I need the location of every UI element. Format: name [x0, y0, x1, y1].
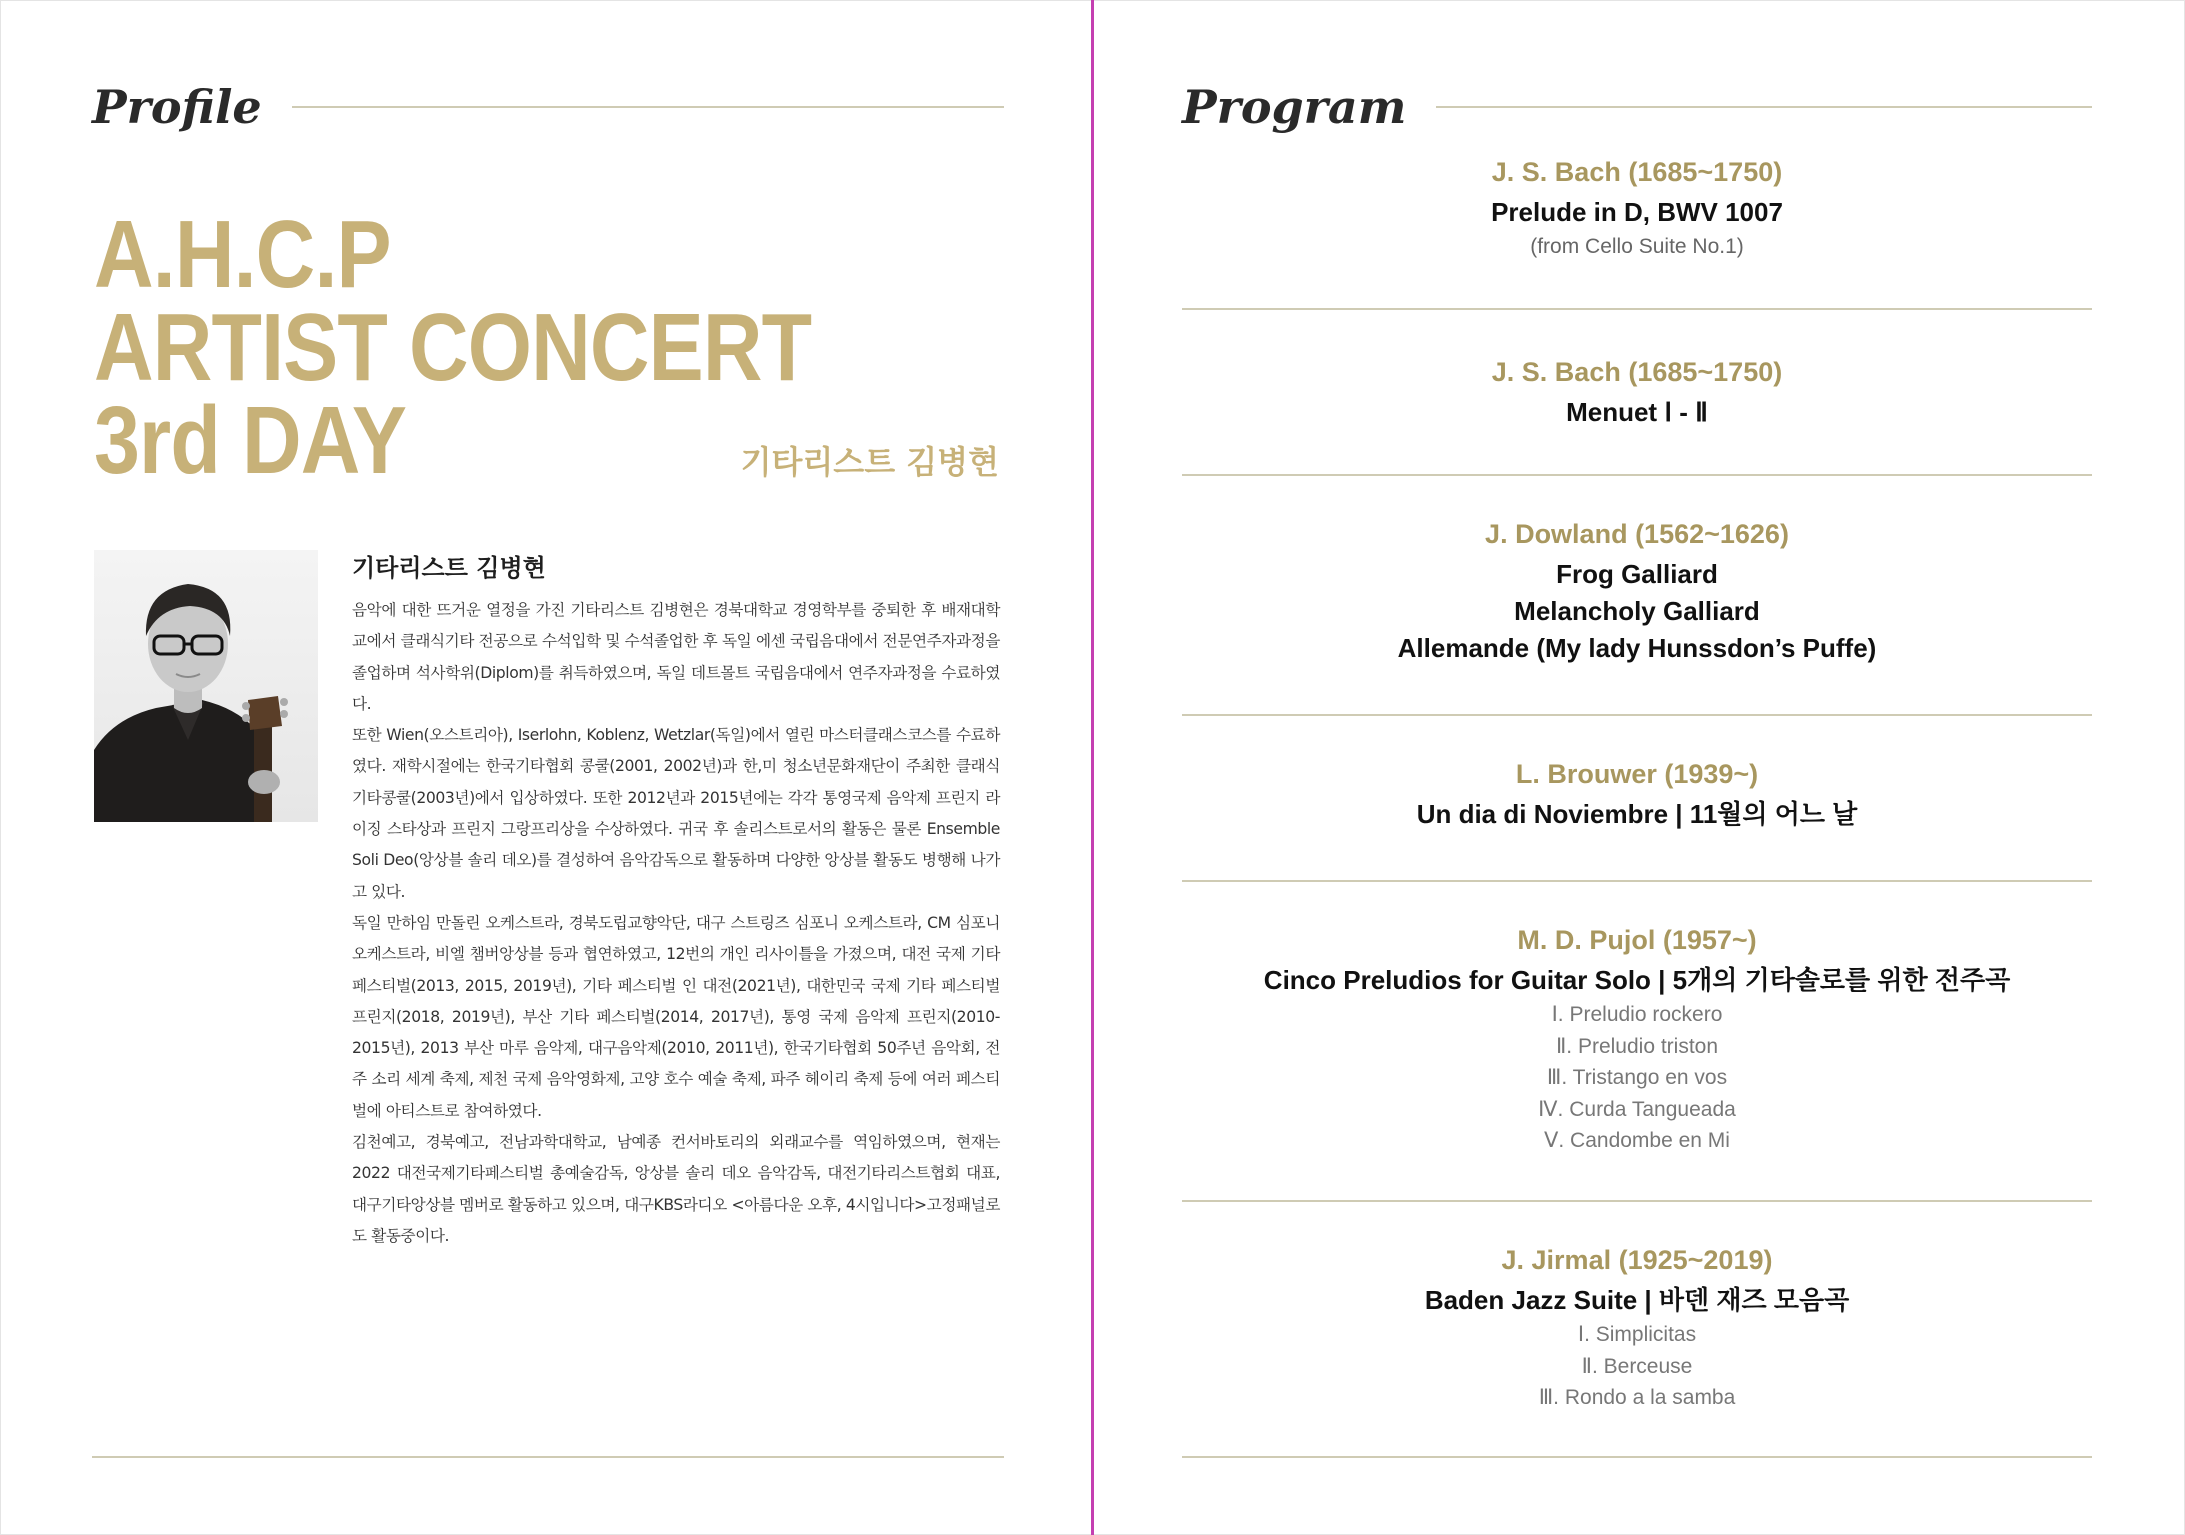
piece-title: Baden Jazz Suite | 바덴 재즈 모음곡: [1424, 1285, 1850, 1315]
piece-note: (from Cello Suite No.1): [1530, 235, 1744, 258]
piece-movement: Ⅱ. Preludio triston: [1555, 1034, 1719, 1058]
piece-movement: Ⅰ. Simplicitas: [1577, 1323, 1697, 1346]
piece-composer: L. Brouwer (1939~): [1515, 759, 1759, 789]
program-list: [1182, 140, 2092, 1458]
concert-title-line: 3rd DAY: [94, 387, 407, 494]
piece-movement: Ⅲ. Rondo a la samba: [1538, 1386, 1736, 1409]
program-piece: [1182, 140, 2092, 308]
profile-bottom-rule: [92, 1456, 1004, 1458]
piece-movement: Ⅲ. Tristango en vos: [1546, 1066, 1728, 1089]
bio-paragraph: 또한 Wien(오스트리아), Iserlohn, Koblenz, Wetzlar(독일)에서 열린 마스터클래스코스를 수료하였다. 재학시절에는 한국기타협회 콩쿨(2001, 2002년)과 한,미 청소년문화재단이 주최한 클래식기타콩쿨(2003년)에서 입상하였다. 또한 2012년과 2015년에는 각각 통영국제 음악제 프린지 라이징 스타상과 프린지 그랑프리상을 수상하였다. 귀국 후 솔리스트로서의 활동은 물론 Ensemble Soli Deo(앙상블 솔리 데오)를 결성하여 음악감독으로 활동하며 다양한 앙상블 활동도 병행해 나가고 있다.: [352, 726, 1000, 901]
piece-composer: J. Jirmal (1925~2019): [1501, 1245, 1773, 1275]
piece-composer: J. S. Bach (1685~1750): [1491, 157, 1783, 187]
artist-subtitle: 기타리스트 김병현: [740, 443, 999, 481]
bio-paragraph: 김천예고, 경북예고, 전남과학대학교, 남예종 컨서바토리의 외래교수를 역임하였으며, 현재는 2022 대전국제기타페스티벌 총예술감독, 앙상블 솔리 데오 음악감독, 대전기타리스트협회 대표, 대구기타앙상블 멤버로 활동하고 있으며, 대구KBS라디오 <아름다운 오후, 4시입니다>고정패널로도 활동중이다.: [352, 1133, 1000, 1245]
piece-composer: M. D. Pujol (1957~): [1517, 925, 1757, 955]
bio-paragraph: 음악에 대한 뜨거운 열정을 가진 기타리스트 김병현은 경북대학교 경영학부를 중퇴한 후 배재대학교에서 클래식기타 전공으로 수석입학 및 수석졸업한 후 독일 에센 국립음대에서 전문연주자과정을 졸업하며 석사학위(Diplom)를 취득하였으며, 독일 데트몰트 국립음대에서 연주자과정을 수료하였다.: [352, 601, 1000, 713]
program-piece: [1182, 310, 2092, 474]
bio-name: 기타리스트 김병현: [352, 554, 546, 582]
piece-movement: Ⅳ. Curda Tangueada: [1538, 1097, 1736, 1121]
concert-title-line: A.H.C.P: [94, 201, 391, 308]
profile-heading-rule: [292, 106, 1004, 108]
piece-title: Allemande (My lady Hunssdon’s Puffe): [1397, 633, 1877, 663]
profile-heading: Profile: [92, 80, 262, 134]
piece-composer: J. Dowland (1562~1626): [1485, 519, 1789, 549]
piece-movement: Ⅰ. Preludio rockero: [1551, 1003, 1723, 1026]
program-piece: [1182, 1202, 2092, 1458]
profile-page: [0, 0, 1091, 1535]
profile-header: [92, 80, 1004, 134]
program-heading: Program: [1182, 80, 1407, 134]
program-piece: [1182, 716, 2092, 880]
concert-title-line: ARTIST CONCERT: [94, 294, 812, 401]
artist-portrait: [94, 550, 318, 822]
piece-title: Frog Galliard: [1556, 559, 1718, 589]
piece-title: Cinco Preludios for Guitar Solo | 5개의 기타솔로를 위한 전주곡: [1263, 965, 2011, 995]
piece-movement: Ⅱ. Berceuse: [1581, 1354, 1693, 1378]
program-bottom-rule: [1182, 1456, 2092, 1458]
program-page: [1094, 0, 2185, 1535]
artist-biography: [352, 548, 1000, 1252]
piece-title: Melancholy Galliard: [1514, 596, 1760, 626]
piece-title: Prelude in D, BWV 1007: [1491, 197, 1783, 227]
program-piece: [1182, 882, 2092, 1200]
piece-title: Un dia di Noviembre | 11월의 어느 날: [1416, 799, 1858, 829]
piece-composer: J. S. Bach (1685~1750): [1491, 357, 1783, 387]
program-header: [1182, 80, 2092, 134]
piece-movement: Ⅴ. Candombe en Mi: [1544, 1129, 1730, 1152]
piece-title: Menuet Ⅰ - Ⅱ: [1566, 397, 1708, 427]
program-heading-rule: [1436, 106, 2092, 108]
program-piece: [1182, 476, 2092, 714]
bio-paragraph: 독일 만하임 만돌린 오케스트라, 경북도립교향악단, 대구 스트링즈 심포니 오케스트라, CM 심포니 오케스트라, 비엘 챔버앙상블 등과 협연하였고, 12번의 개인 리사이틀을 가졌으며, 대전 국제 기타 페스티벌(2013, 2015, 2019년), 기타 페스티벌 인 대전(2021년), 대한민국 국제 기타 페스티벌 프린지(2018, 2019년), 부산 기타 페스티벌(2014, 2017년), 통영 국제 음악제 프린지(2010-2015년), 2013 부산 마루 음악제, 대구음악제(2010, 2011년), 한국기타협회 50주년 음악회, 전주 소리 세계 축제, 제천 국제 음악영화제, 고양 호수 예술 축제, 파주 헤이리 축제 등에 여러 페스티벌에 아티스트로 참여하였다.: [352, 913, 1000, 1120]
